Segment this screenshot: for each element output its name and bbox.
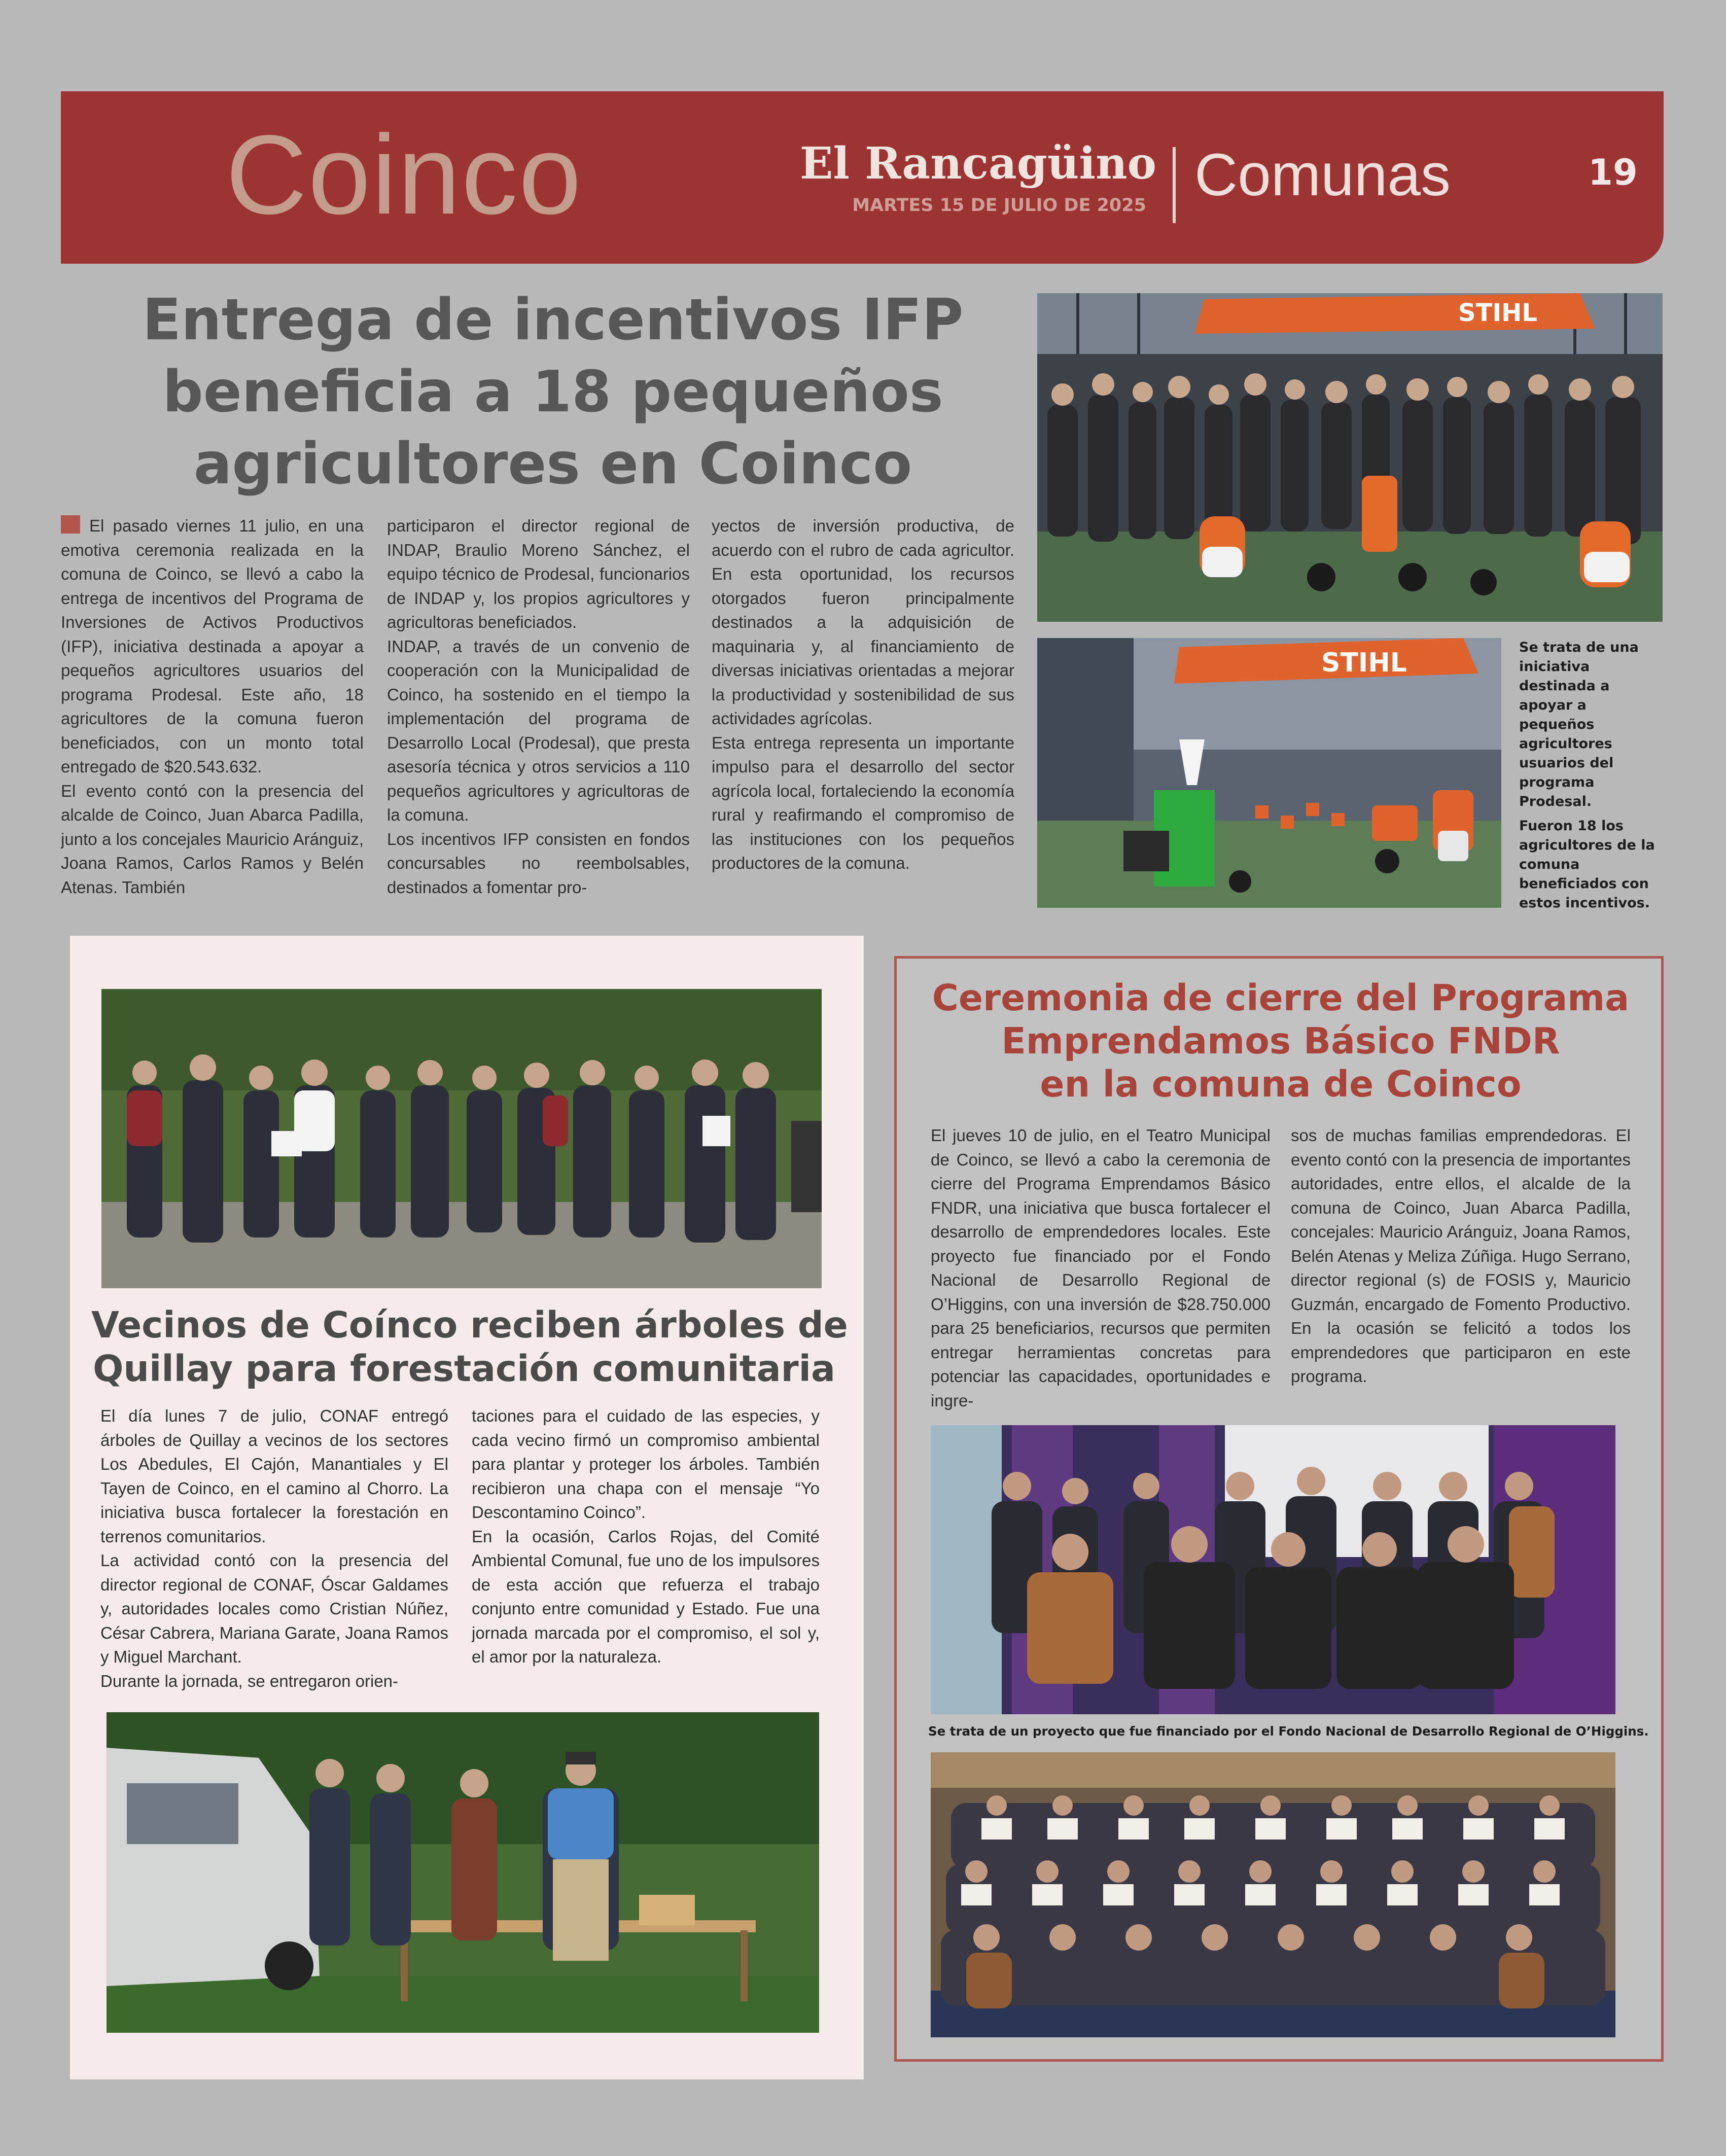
paragraph: El evento contó con la presencia del alcalde de Coinco, Juan Abarca Padilla, junto a los concejales Mauricio Aránguiz, Joana Ramos, Carlos Ramos y Belén Atenas. También <box>61 781 364 897</box>
paragraph: El día lunes 7 de julio, CONAF entregó árboles de Quillay a vecinos de los sectores Los Abedules, El Cajón, Manantiales y El Tayen de Coinco, en el camino al Chorro. La iniciativa busca fortalecer la forestación en terrenos comunitarios. <box>100 1406 448 1546</box>
headline-line: Entrega de incentivos IFP <box>142 287 964 353</box>
headline-line: Vecinos de Coínco reciben árboles de <box>91 1304 848 1346</box>
headline-line: en la comuna de Coinco <box>1040 1063 1522 1105</box>
paragraph: INDAP, a través de un convenio de cooperación con la Municipalidad de Coinco, ha sostenido en el tiempo la implementación del programa de Desarrollo Local (Prodesal), que presta asesoría técnica y otros servicios a 110 pequeños agricultores y agricultoras de la comuna. <box>387 637 690 824</box>
fndr-column-2 <box>1291 1123 1631 1412</box>
paragraph: participaron el director regional de INDAP, Braulio Moreno Sánchez, el equipo técnico de Prodesal, funcionarios de INDAP y, los propios agricultores y agricultoras beneficiados. <box>387 516 690 631</box>
ifp-column-1 <box>61 514 364 920</box>
paragraph: Los incentivos IFP consisten en fondos concursables no reembolsables, destinados a fomentar pro- <box>387 829 690 897</box>
headline-line: agricultores en Coinco <box>193 431 912 497</box>
page-number: 19 <box>1588 152 1638 193</box>
headline-line: beneficia a 18 pequeños <box>162 359 943 425</box>
ifp-group-photo <box>1037 293 1663 622</box>
ifp-machinery-photo <box>1037 638 1501 908</box>
stihl-logo-text: STIHL <box>1458 299 1537 327</box>
section-name: Coinco <box>226 112 583 238</box>
paragraph: La actividad contó con la presencia del director regional de CONAF, Óscar Galdames y, autoridades locales como Cristian Núñez, César Cabrera, Mariana Garate, Joana Ramos y Miguel Marchant. <box>100 1551 448 1666</box>
ifp-column-2 <box>387 514 690 920</box>
ifp-caption-2: Fueron 18 los agricultores de la comuna beneficiados con estos incentivos. <box>1519 818 1655 911</box>
paragraph: Durante la jornada, se entregaron orien- <box>100 1671 399 1690</box>
paragraph: taciones para el cuidado de las especies, y cada vecino firmó un compromiso ambiental para plantar y proteger los árboles. También recibieron una chapa con el mensaje “Yo Descontamino Coinco”. <box>472 1406 820 1522</box>
paragraph: Esta entrega representa un importante impulso para el desarrollo del sector agrícola local, fortaleciendo la economía rural y reafirmando el compromiso de las instituciones con los pequeños productores de la comuna. <box>712 733 1014 872</box>
quillay-headline <box>91 1303 848 1400</box>
quillay-trees-photo <box>107 1712 819 2033</box>
header-divider <box>1173 147 1176 223</box>
headline-line: Quillay para forestación comunitaria <box>93 1348 835 1390</box>
stihl-logo-text: STIHL <box>1321 648 1407 678</box>
fndr-column-1 <box>931 1123 1271 1412</box>
paragraph: El pasado viernes 11 julio, en una emotiva ceremonia realizada en la comuna de Coinco, se llevó a cabo la entrega de incentivos del Programa de Inversiones de Activos Productivos (IFP), iniciativa destinada a apoyar a pequeños agricultores usuarios del programa Prodesal. Este año, 18 agricultores de la comuna fueron beneficiados, con un monto total entregado de $20.543.632. <box>61 516 364 776</box>
paragraph: yectos de inversión productiva, de acuerdo con el rubro de cada agricultor. En esta oportunidad, los recursos otorgados fueron principalmente destinados a la adquisición de maquinaria y, al financiamiento de diversas iniciativas orientadas a mejorar la productividad y sostenibilidad de sus actividades agrícolas. <box>712 516 1014 728</box>
fndr-participants-photo <box>931 1752 1615 2037</box>
article-bullet-icon <box>61 515 80 534</box>
fndr-headline <box>918 976 1643 1113</box>
paragraph: En la ocasión, Carlos Rojas, del Comité Ambiental Comunal, fue uno de los impulsores de esta acción que refuerza el trabajo conjunto entre comunidad y Estado. Fue una jornada marcada por el compromiso, el sol y, el amor por la naturaleza. <box>472 1527 820 1666</box>
fndr-photo-caption: Se trata de un proyecto que fue financiado por el Fondo Nacional de Desarrollo Regional de O’Higgins. <box>928 1724 1649 1739</box>
paragraph: El jueves 10 de julio, en el Teatro Municipal de Coinco, se llevó a cabo la ceremonia de cierre del Programa Emprendamos Básico FNDR, una iniciativa que busca fortalecer el desarrollo de emprendedores locales. Este proyecto fue financiado por el Fondo Nacional de Desarrollo Regional de O’Higgins, con una inversión de $28.750.000 para 25 beneficiarios, recursos que permiten entregar herramientas concretas para potenciar las capacidades, oportunidades e ingre- <box>931 1126 1271 1410</box>
section-label: Comunas <box>1194 142 1451 208</box>
ifp-column-3 <box>712 514 1014 920</box>
ifp-caption-1: Se trata de una iniciativa destinada a apoyar a pequeños agricultores usuarios del programa Prodesal. <box>1519 640 1639 809</box>
fndr-authorities-photo <box>931 1425 1615 1714</box>
issue-date: MARTES 15 DE JULIO DE 2025 <box>852 195 1146 216</box>
quillay-group-photo <box>101 989 822 1288</box>
quillay-column-2 <box>472 1404 820 1693</box>
headline-line: Emprendamos Básico FNDR <box>1001 1020 1560 1062</box>
page-header-band <box>61 91 1664 264</box>
quillay-column-1 <box>100 1404 448 1693</box>
ifp-headline <box>71 284 1035 507</box>
paragraph: sos de muchas familias emprendedoras. El evento contó con la presencia de importantes autoridades, entre ellos, el alcalde de la comuna de Coinco, Juan Abarca Padilla, concejales: Mauricio Aránguiz, Joana Ramos, Belén Atenas y Meliza Zúñiga. Hugo Serrano, director regional (s) de FOSIS y, Mauricio Guzmán, encargado de Fomento Productivo. En la ocasión se felicitó a todos los emprendedores que participaron en este programa. <box>1291 1126 1631 1386</box>
newspaper-name: El Rancagüino <box>799 138 1156 189</box>
headline-line: Ceremonia de cierre del Programa <box>932 977 1630 1019</box>
